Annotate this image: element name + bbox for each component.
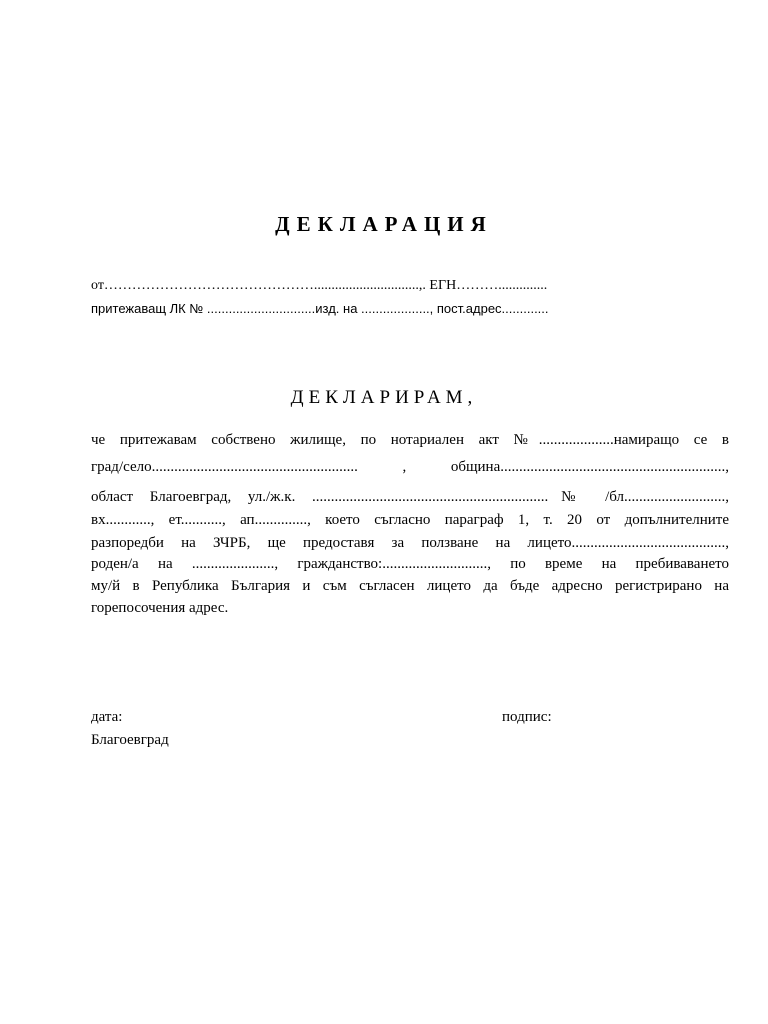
- declaration-heading: ДЕКЛАРИРАМ,: [290, 387, 478, 408]
- body-line-2: град/село....................................................... , община............................................................,: [91, 459, 729, 475]
- document-title: ДЕКЛАРАЦИЯ: [275, 212, 493, 236]
- place-text: Благоевград: [91, 732, 169, 748]
- body-line-5: разпоредби на ЗЧРБ, ще предоставя за ползване на лицето.........................................,: [91, 535, 729, 551]
- declarant-name-line: от………………………………………..............................,. ЕГН………..............: [91, 278, 548, 293]
- body-line-6: роден/а на ......................, гражданство:............................, по време на пребиваването: [91, 556, 729, 572]
- body-line-1: че притежавам собствено жилище, по нотариален акт №....................намиращо се в: [91, 432, 729, 448]
- body-line-4: вх............, ет..........., ап.............., което съгласно параграф 1, т. 20 от допълнителните: [91, 512, 729, 528]
- body-line-8: горепосочения адрес.: [91, 600, 229, 616]
- body-line-3: област Благоевград, ул./ж.к. ...............................................................№ /бл...........................,: [91, 489, 729, 505]
- declarant-id-line: притежаващ ЛК № ..............................изд. на ..................., пост.адрес.............: [91, 301, 549, 316]
- signature-label: подпис:: [502, 709, 552, 725]
- date-label: дата:: [91, 709, 123, 725]
- body-line-7: му/й в Република България и съм съгласен лицето да бъде адресно регистрирано на: [91, 578, 729, 594]
